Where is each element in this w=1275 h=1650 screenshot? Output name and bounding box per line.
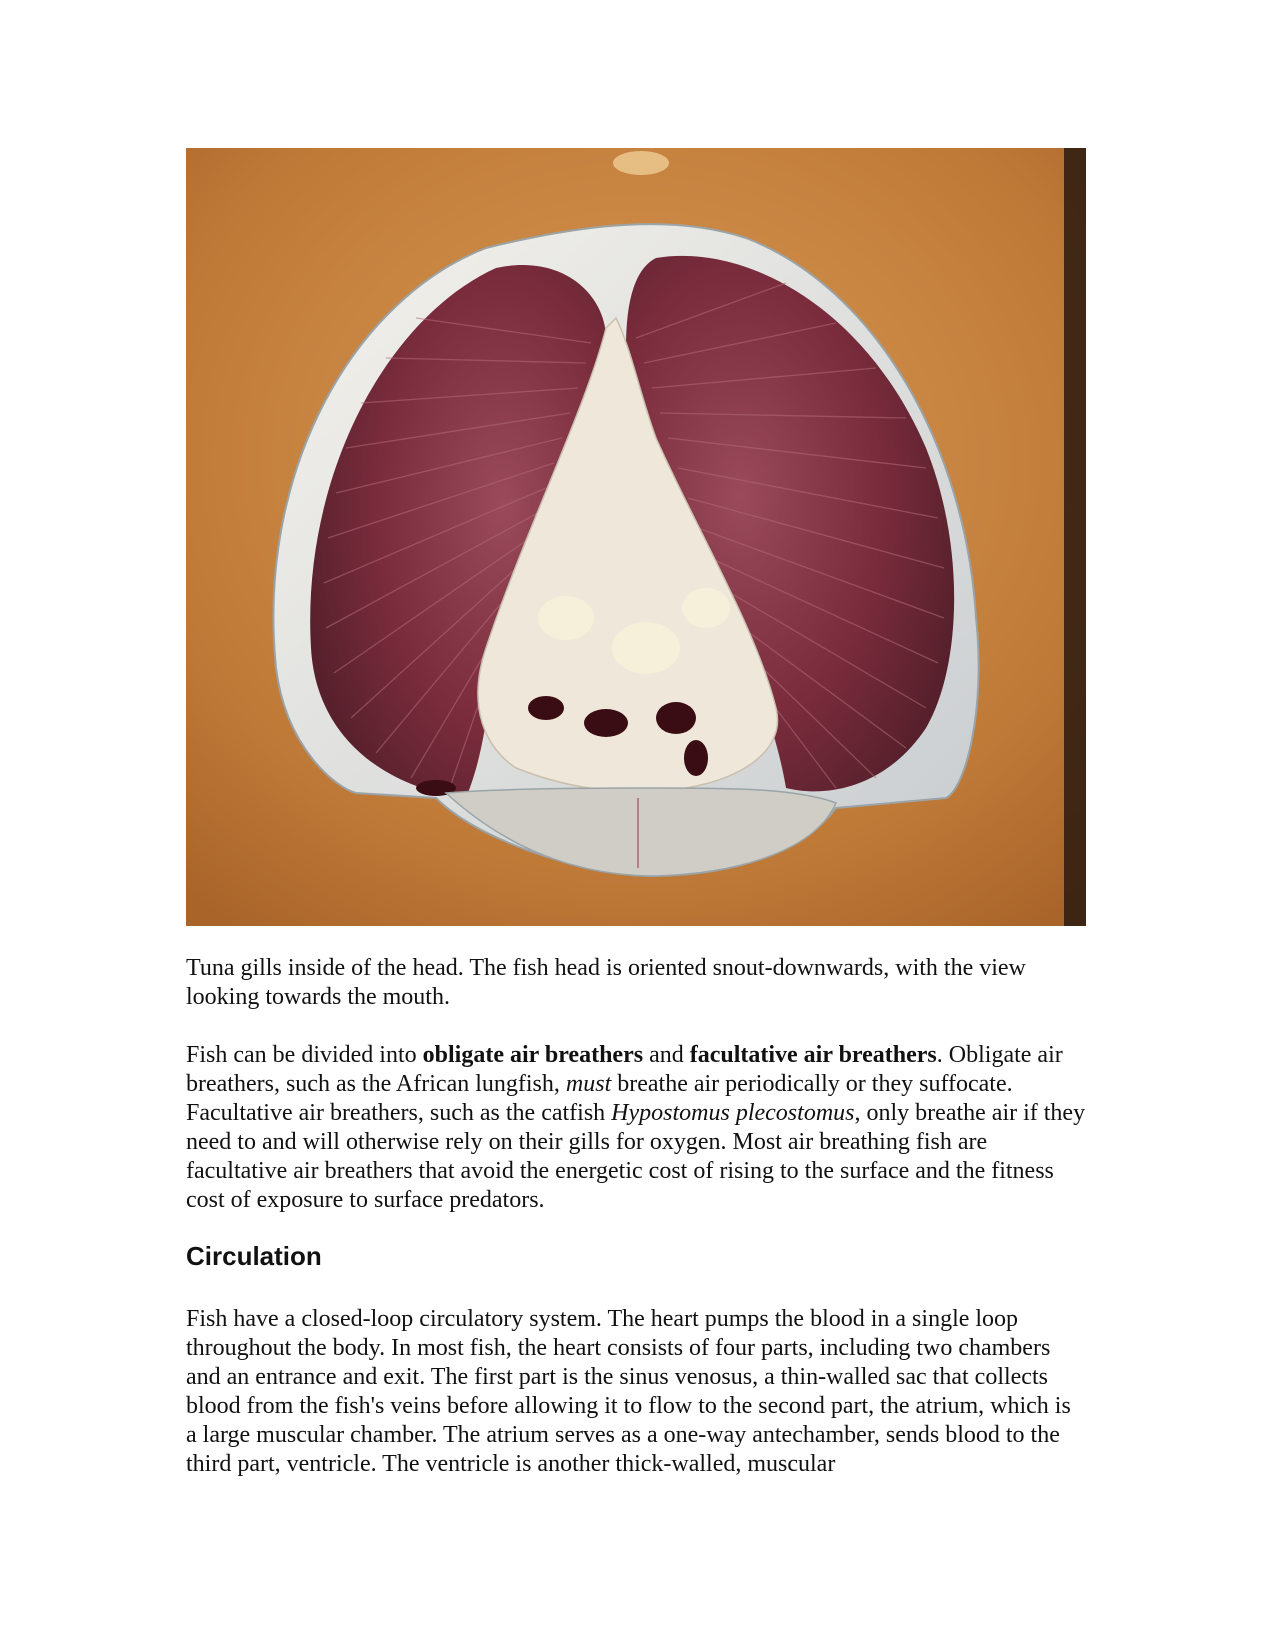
figure-caption: Tuna gills inside of the head. The fish head is oriented snout-downwards, with the view looking towards the mouth. — [186, 955, 1026, 1010]
term-facultative-air-breathers: facultative air breathers — [689, 1042, 937, 1068]
para1-text-4: breathe air periodically or they suffocate. Facultative air breathers, such as the catfish — [186, 1071, 1013, 1126]
para1-text-3: . Obligate air breathers, such as the African lungfish, — [186, 1042, 1063, 1097]
section-heading-circulation: Circulation — [186, 1241, 322, 1271]
term-obligate-air-breathers: obligate air breathers — [422, 1042, 644, 1068]
gills-illustration — [186, 148, 1086, 926]
tuna-gills-photo — [186, 148, 1086, 926]
para1-text-2: and — [643, 1042, 690, 1068]
para1-text-1: Fish can be divided into — [186, 1042, 423, 1068]
species-name: Hypostomus plecostomus — [611, 1100, 855, 1126]
emphasis-must: must — [565, 1071, 612, 1097]
para1-text-5: , only breathe air if they need to and will otherwise rely on their gills for oxygen. Most air breathing fish are facultative air breathers that avoid the energetic cost of rising to the surface and the fitness cost of exposure to surface predators. — [186, 1100, 1086, 1213]
paragraph-air-breathers — [186, 1041, 1086, 1215]
paragraph-circulation: Fish have a closed-loop circulatory system. The heart pumps the blood in a single loop throughout the body. In most fish, the heart consists of four parts, including two chambers and an entrance and exit. The first part is the sinus venosus, a thin-walled sac that collects blood from the fish's veins before allowing it to flow to the second part, the atrium, which is a large muscular chamber. The atrium serves as a one-way antechamber, sends blood to the third part, ventricle. The ventricle is another thick-walled, muscular — [186, 1306, 1071, 1477]
